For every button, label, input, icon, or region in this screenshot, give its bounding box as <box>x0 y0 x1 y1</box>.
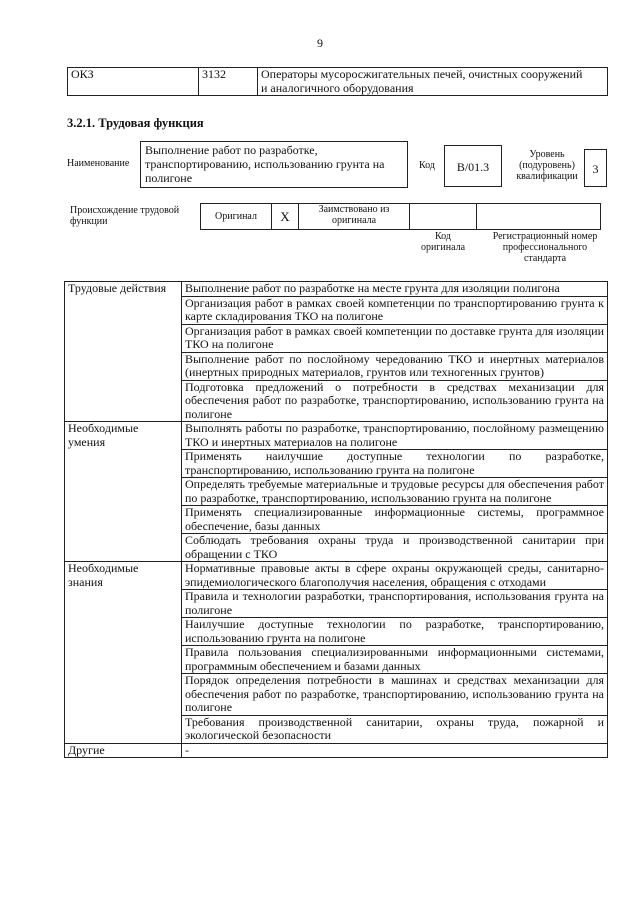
knowledge-label-line1: Необходимые <box>68 561 139 575</box>
other-label: Другие <box>65 743 182 758</box>
main-table <box>64 281 608 758</box>
original-mark: X <box>272 204 299 230</box>
code-caption-line2: оригинала <box>420 242 466 253</box>
knowledge-item: Нормативные правовые акты в сфере охраны окружающей среды, санитарно-эпидемиологического благополучия населения, обращения с отходами <box>182 562 608 590</box>
level-label-line3: квалификации <box>516 171 578 182</box>
origin-label-line1: Происхождение трудовой <box>70 205 180 216</box>
knowledge-item: Порядок определения потребности в машинах и средствах механизации для обеспечения работ по разработке, транспортированию, использованию грунта на полигоне <box>182 674 608 716</box>
knowledge-item: Правила и технологии разработки, транспортирования, использования грунта на полигоне <box>182 590 608 618</box>
section-title: 3.2.1. Трудовая функция <box>67 116 204 130</box>
level-label <box>507 149 587 182</box>
page-number: 9 <box>317 36 323 50</box>
knowledge-item: Правила пользования специализированными информационными системами, программным обеспечением и базами данных <box>182 646 608 674</box>
origin-label-line2: функции <box>70 216 108 227</box>
original-label: Оригинал <box>201 204 272 230</box>
action-item: Выполнение работ по разработке на месте грунта для изоляции полигона <box>182 282 608 297</box>
function-name-line3: полигоне <box>145 171 193 185</box>
origin-label <box>70 205 179 227</box>
okz-label: ОКЗ <box>68 68 199 96</box>
other-value: - <box>182 743 608 758</box>
skill-item: Определять требуемые материальные и трудовые ресурсы для обеспечения работ по разработке, транспортированию, использованию грунта на полигоне <box>182 478 608 506</box>
code-value-box: B/01.3 <box>444 145 502 187</box>
borrowed-label-line1: Заимствовано из <box>318 204 390 215</box>
origin-table <box>200 203 601 230</box>
borrowed-label-line2: оригинала <box>331 215 377 226</box>
table-row <box>65 562 608 590</box>
skill-item: Применять наилучшие доступные технологии по разработке, транспортированию, использованию грунта на полигоне <box>182 450 608 478</box>
table-row <box>65 422 608 450</box>
action-item: Подготовка предложений о потребности в средствах механизации для обеспечения работ по разработке, транспортированию, использованию грунта на полигоне <box>182 380 608 422</box>
original-code-cell <box>410 204 477 230</box>
skills-label-line2: умения <box>68 434 106 449</box>
action-item: Организация работ в рамках своей компетенции по транспортированию грунта к карте складирования ТКО на полигоне <box>182 296 608 324</box>
reg-number-cell <box>477 204 601 230</box>
action-item: Выполнение работ по послойному чередованию ТКО и инертных материалов (инертных природных материалов, грунтов или техногенных грунтов) <box>182 352 608 380</box>
code-caption <box>414 231 472 253</box>
reg-caption-line2: профессионального <box>502 242 588 253</box>
level-label-line2: (подуровень) <box>519 160 575 171</box>
skill-item: Соблюдать требования охраны труда и производственной санитарии при обращении с ТКО <box>182 534 608 562</box>
table-row <box>65 282 608 297</box>
okz-table <box>67 67 608 96</box>
okz-code: 3132 <box>199 68 258 96</box>
function-name-box <box>140 141 408 188</box>
skill-item: Применять специализированные информационные системы, программное обеспечение, базы данных <box>182 506 608 534</box>
borrowed-label <box>299 204 410 230</box>
code-caption-line1: Код <box>435 231 451 242</box>
knowledge-item: Наилучшие доступные технологии по разработке, транспортированию, использованию грунта на полигоне <box>182 618 608 646</box>
function-name-line1: Выполнение работ по разработке, <box>145 143 318 157</box>
okz-title-line2: и аналогичного оборудования <box>261 80 414 95</box>
action-item: Организация работ в рамках своей компетенции по доставке грунта для изоляции ТКО на полигоне <box>182 324 608 352</box>
knowledge-label-line2: знания <box>68 574 103 589</box>
skills-label <box>65 422 182 562</box>
okz-title-line1: Операторы мусоросжигательных печей, очистных сооружений <box>261 67 583 81</box>
reg-caption <box>480 231 610 264</box>
name-label: Наименование <box>67 158 130 169</box>
skills-label-line1: Необходимые <box>68 421 139 435</box>
table-row <box>65 743 608 758</box>
actions-label: Трудовые действия <box>65 282 182 422</box>
code-label: Код <box>419 160 435 171</box>
level-value-box: 3 <box>584 149 607 187</box>
skill-item: Выполнять работы по разработке, транспортированию, послойному размещению ТКО и инертных материалов на полигоне <box>182 422 608 450</box>
function-name-line2: транспортированию, использованию грунта на <box>145 157 385 171</box>
knowledge-label <box>65 562 182 744</box>
okz-title <box>258 68 608 96</box>
level-label-line1: Уровень <box>529 149 565 160</box>
reg-caption-line3: стандарта <box>523 253 567 264</box>
reg-caption-line1: Регистрационный номер <box>492 231 598 242</box>
knowledge-item: Требования производственной санитарии, охраны труда, пожарной и экологической безопасности <box>182 715 608 743</box>
